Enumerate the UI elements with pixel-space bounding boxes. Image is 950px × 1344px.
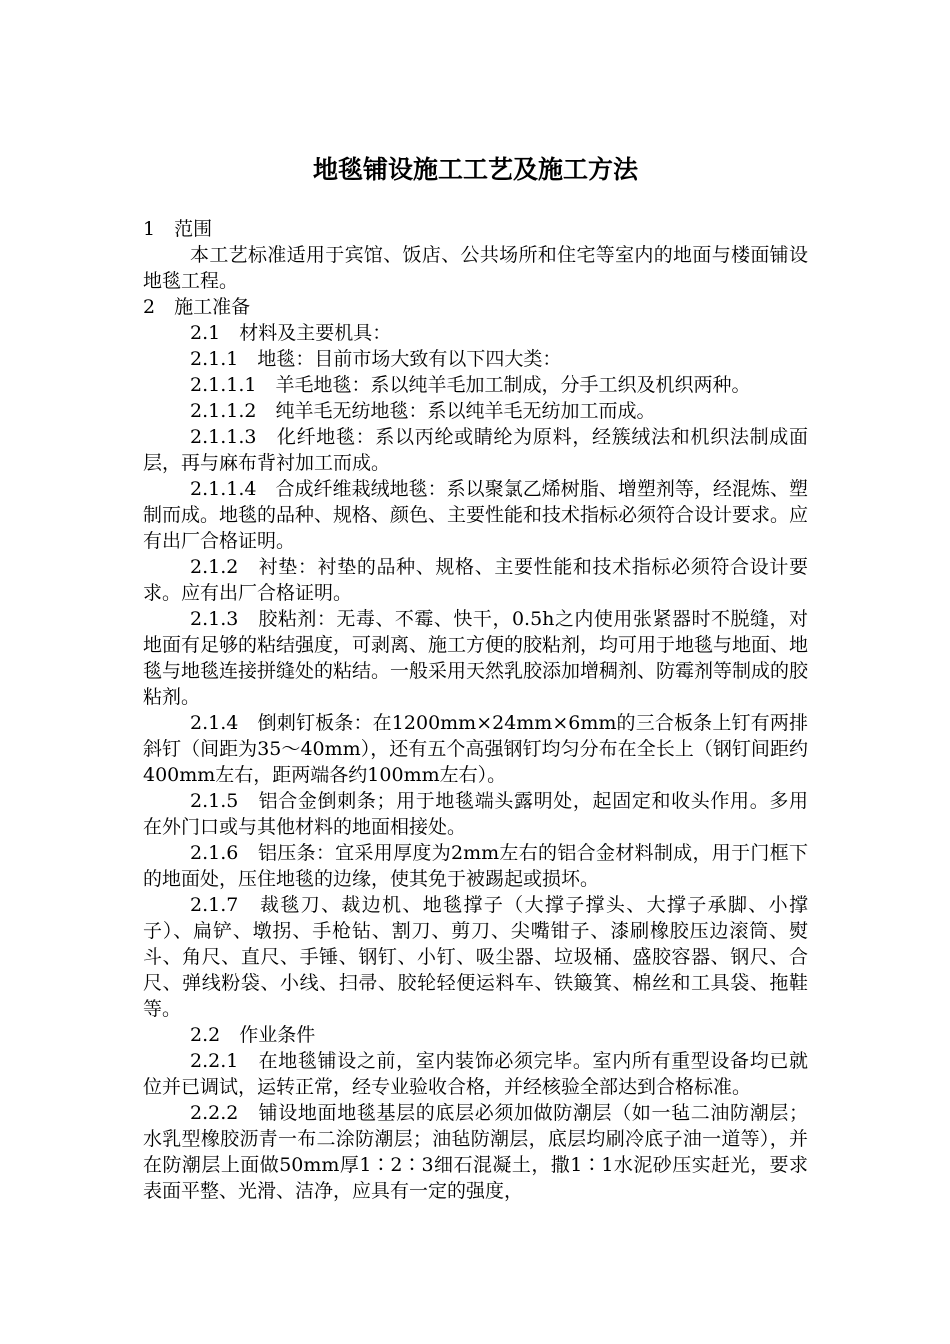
paragraph: 2.1.1.4 合成纤维栽绒地毯：系以聚氯乙烯树脂、增塑剂等，经混炼、塑制而成。地毯的品种、规格、颜色、主要性能和技术指标必须符合设计要求。应有出厂合格证明。: [143, 478, 809, 552]
paragraph: 2.1.7 裁毯刀、裁边机、地毯撑子（大撑子撑头、大撑子承脚、小撑子）、扁铲、墩拐、手枪钻、割刀、剪刀、尖嘴钳子、漆刷橡胶压边滚筒、熨斗、角尺、直尺、手锤、钢钉、小钉、吸尘器、垃圾桶、盛胶容器、钢尺、合尺、弹线粉袋、小线、扫帚、胶轮轻便运料车、铁簸箕、棉丝和工具袋、拖鞋等。: [143, 894, 808, 1020]
section-heading: 1 范围: [143, 218, 213, 240]
paragraph: 2.1.2 衬垫：衬垫的品种、规格、主要性能和技术指标必须符合设计要求。应有出厂合格证明。: [143, 556, 808, 604]
paragraph: 2.1.1 地毯：目前市场大致有以下四大类：: [190, 348, 562, 370]
paragraph: 2.1.1.2 纯羊毛无纺地毯：系以纯羊毛无纺加工而成。: [190, 400, 656, 422]
paragraph: 2.1.3 胶粘剂：无毒、不霉、快干，0.5h之内使用张紧器时不脱缝，对地面有足够的粘结强度，可剥离、施工方便的胶粘剂，均可用于地毯与地面、地毯与地毯连接拼缝处的粘结。一般采用天然乳胶添加增稠剂、防霉剂等制成的胶粘剂。: [143, 608, 809, 708]
section-heading: 2 施工准备: [143, 296, 251, 318]
paragraph: 2.1 材料及主要机具：: [190, 322, 392, 344]
document-title: 地毯铺设施工工艺及施工方法: [312, 155, 638, 184]
paragraph: 2.2.2 铺设地面地毯基层的底层必须加做防潮层（如一毡二油防潮层；水乳型橡胶沥青一布二涂防潮层；油毡防潮层，底层均刷冷底子油一道等），并在防潮层上面做50mm厚1∶2∶3细石混凝土，撒1∶1水泥砂压实赶光，要求表面平整、光滑、洁净，应具有一定的强度，: [143, 1102, 808, 1202]
paragraph: 2.2.1 在地毯铺设之前，室内装饰必须完毕。室内所有重型设备均已就位并已调试，运转正常，经专业验收合格，并经核验全部达到合格标准。: [143, 1050, 808, 1098]
paragraph: 2.1.4 倒刺钉板条：在1200mm×24mm×6mm的三合板条上钉有两排斜钉（间距为35～40mm），还有五个高强钢钉均匀分布在全长上（钢钉间距约400mm左右，距两端各约100mm左右）。: [143, 712, 808, 786]
paragraph: 2.1.1.1 羊毛地毯：系以纯羊毛加工制成，分手工织及机织两种。: [190, 374, 751, 396]
document-body: [143, 216, 808, 1204]
paragraph: 2.2 作业条件: [190, 1024, 316, 1046]
paragraph: 2.1.1.3 化纤地毯：系以丙纶或睛纶为原料，经簇绒法和机织法制成面层，再与麻布背衬加工而成。: [143, 426, 808, 474]
paragraph: 2.1.5 铝合金倒刺条；用于地毯端头露明处，起固定和收头作用。多用在外门口或与其他材料的地面相接处。: [143, 790, 808, 838]
paragraph: 2.1.6 铝压条：宜采用厚度为2mm左右的铝合金材料制成，用于门框下的地面处，压住地毯的边缘，使其免于被踢起或损坏。: [143, 842, 808, 890]
document-page: [143, 150, 808, 1204]
paragraph: 本工艺标准适用于宾馆、饭店、公共场所和住宅等室内的地面与楼面铺设地毯工程。: [143, 244, 808, 292]
